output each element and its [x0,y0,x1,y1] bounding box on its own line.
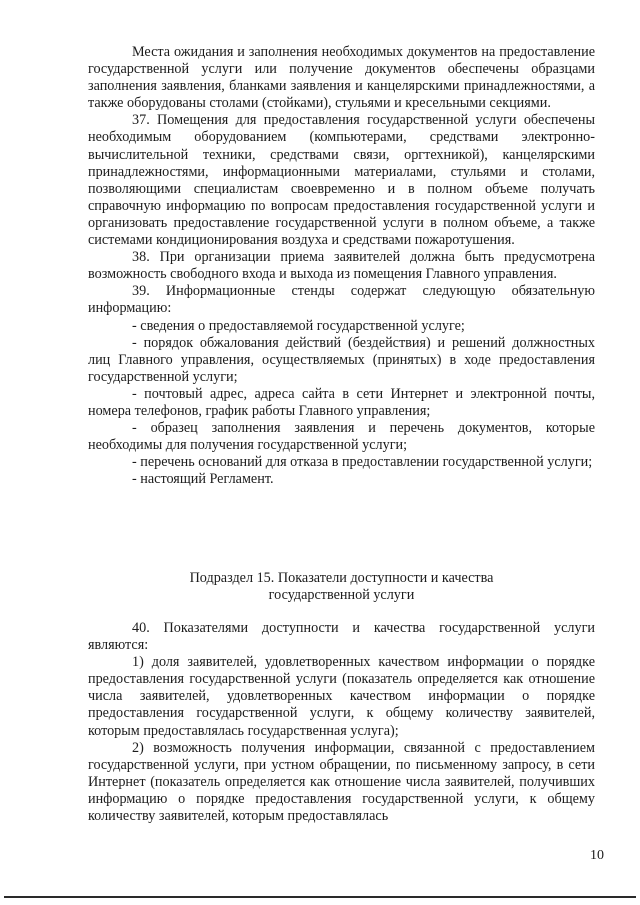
list-item-appeal-procedure: - порядок обжалования действий (бездействия) и решений должностных лиц Главного управления, осуществляемых (принятых) в ходе предоставления государственной услуги; [88,334,595,385]
paragraph-40: 40. Показателями доступности и качества государственной услуги являются: [88,620,595,654]
list-item-service-info: - сведения о предоставляемой государственной услуге; [132,317,465,334]
list-item-contacts: - почтовый адрес, адреса сайта в сети Интернет и электронной почты, номера телефонов, график работы Главного управления; [88,385,595,419]
subsection-heading-line-2: государственной услуги [268,587,415,604]
paragraph-39: 39. Информационные стенды содержат следующую обязательную информацию: [88,283,595,317]
list-item-sample-form: - образец заполнения заявления и перечень документов, которые необходимы для получения государственной услуги; [88,420,595,454]
list-item-2: 2) возможность получения информации, связанной с предоставлением государственной услуги, при устном обращении, по письменному запросу, в сети Интернет (показатель определяется как отношение числа заявителей, получивших информацию о порядке предоставления государственной услуги, к общему количеству заявителей, которым предоставлялась [88,739,595,825]
page-number: 10 [590,848,604,863]
paragraph-37: 37. Помещения для предоставления государственной услуги обеспечены необходимым оборудованием (компьютерами, средствами электронно-вычислительной техники, средствами связи, оргтехникой), канцелярскими принадлежностями, информационными материалами, стульями и столами, позволяющими специалистам своевременно и в полном объеме получать справочную информацию по вопросам предоставления государственной услуги и организовать предоставление государственной услуги в полном объеме, а также системами кондиционирования воздуха и средствами пожаротушения. [88,112,595,249]
list-item-1: 1) доля заявителей, удовлетворенных качеством информации о порядке предоставления государственной услуги (показатель определяется как отношение числа заявителей, удовлетворенных качеством информации о порядке предоставления государственной услуги, к общему количеству заявителей, которым предоставлялась государственная услуга); [88,654,595,739]
list-item-refusal-grounds: - перечень оснований для отказа в предоставлении государственной услуги; [132,454,593,471]
paragraph-waiting-areas: Места ожидания и заполнения необходимых документов на предоставление государственной услуги или получение документов обеспечены образцами заполнения заявления, бланками заявления и канцелярскими принадлежностями, а также оборудованы столами (стойками), стульями и кресельными секциями. [88,44,595,112]
list-item-regulation: - настоящий Регламент. [132,471,274,488]
paragraph-38: 38. При организации приема заявителей должна быть предусмотрена возможность свободного входа и выхода из помещения Главного управления. [88,249,595,283]
upper-text [88,44,595,488]
subsection-heading [88,570,595,604]
subsection-heading-line-1: Подраздел 15. Показатели доступности и качества [189,570,494,586]
page-bottom-border [4,896,636,898]
lower-text [88,620,595,825]
